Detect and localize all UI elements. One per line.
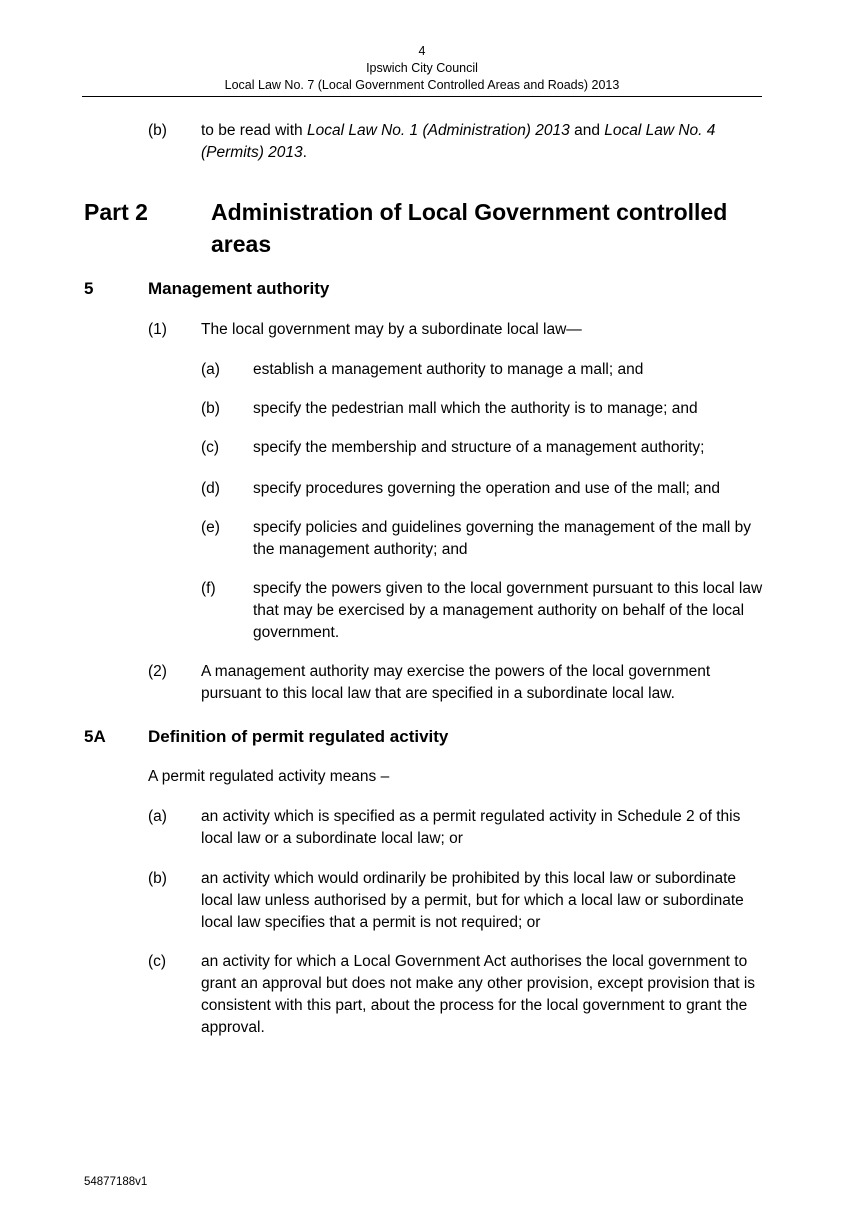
list-item-text: specify procedures governing the operation and use of the mall; and (253, 480, 721, 497)
section-5-number: 5 (84, 279, 94, 298)
law-title: Local Law No. 7 (Local Government Controlled Areas and Roads) 2013 (224, 78, 620, 92)
council-name: Ipswich City Council (366, 61, 478, 75)
list-item-text: specify policies and guidelines governing the management of the mall by the management authority; and (253, 519, 752, 558)
list-item-label: (a) (148, 808, 167, 825)
section-5-sub1-label: (1) (148, 321, 167, 338)
part-title: Administration of Local Government controlled areas (211, 199, 728, 257)
list-item-label: (b) (148, 870, 167, 887)
list-item-text: an activity for which a Local Government Act authorises the local government to grant an approval but does not make any other provision, except provision that is consistent with this part, about the process for the local government to grant the approval. (201, 953, 756, 1036)
list-item-label: (c) (148, 953, 167, 970)
section-5a-title: Definition of permit regulated activity (148, 727, 449, 746)
list-item-text: specify the pedestrian mall which the authority is to manage; and (253, 400, 698, 417)
part-label: Part 2 (84, 199, 148, 225)
intro-item-label: (b) (148, 122, 167, 139)
section-5a-number: 5A (84, 727, 106, 746)
list-item-text: an activity which would ordinarily be prohibited by this local law or subordinate local law unless authorised by a permit, but for which a local law or subordinate local law specifies that a permit is not required; or (201, 870, 744, 931)
section-5-sub2-text: A management authority may exercise the powers of the local government pursuant to this local law that are specified in a subordinate local law. (201, 663, 711, 702)
list-item-text: specify the membership and structure of a management authority; (253, 439, 705, 456)
page-header (0, 43, 844, 94)
document-id: 54877188v1 (84, 1176, 148, 1188)
list-item-label: (d) (201, 480, 220, 497)
intro-item-text: to be read with Local Law No. 1 (Administration) 2013 and Local Law No. 4 (Permits) 2013. (201, 122, 716, 161)
list-item-label: (c) (201, 439, 220, 456)
list-item-label: (b) (201, 400, 220, 417)
header-divider (82, 96, 762, 97)
section-5-title: Management authority (148, 279, 330, 298)
list-item-label: (e) (201, 519, 220, 536)
section-5-sub2-label: (2) (148, 663, 167, 680)
ref-local-law-4: Local Law No. 4 (Permits) 2013 (201, 122, 716, 161)
list-item-label: (f) (201, 580, 216, 597)
section-5a-intro: A permit regulated activity means – (148, 768, 390, 785)
list-item-label: (a) (201, 361, 220, 378)
list-item-text: an activity which is specified as a permit regulated activity in Schedule 2 of this local law or a subordinate local law; or (201, 808, 741, 847)
section-5-sub1-text: The local government may by a subordinate local law— (201, 321, 582, 338)
list-item-text: establish a management authority to manage a mall; and (253, 361, 644, 378)
page-number: 4 (418, 44, 426, 58)
ref-local-law-1: Local Law No. 1 (Administration) 2013 (306, 122, 570, 139)
list-item-text: specify the powers given to the local government pursuant to this local law that may be exercised by a management authority on behalf of the local government. (253, 580, 763, 641)
